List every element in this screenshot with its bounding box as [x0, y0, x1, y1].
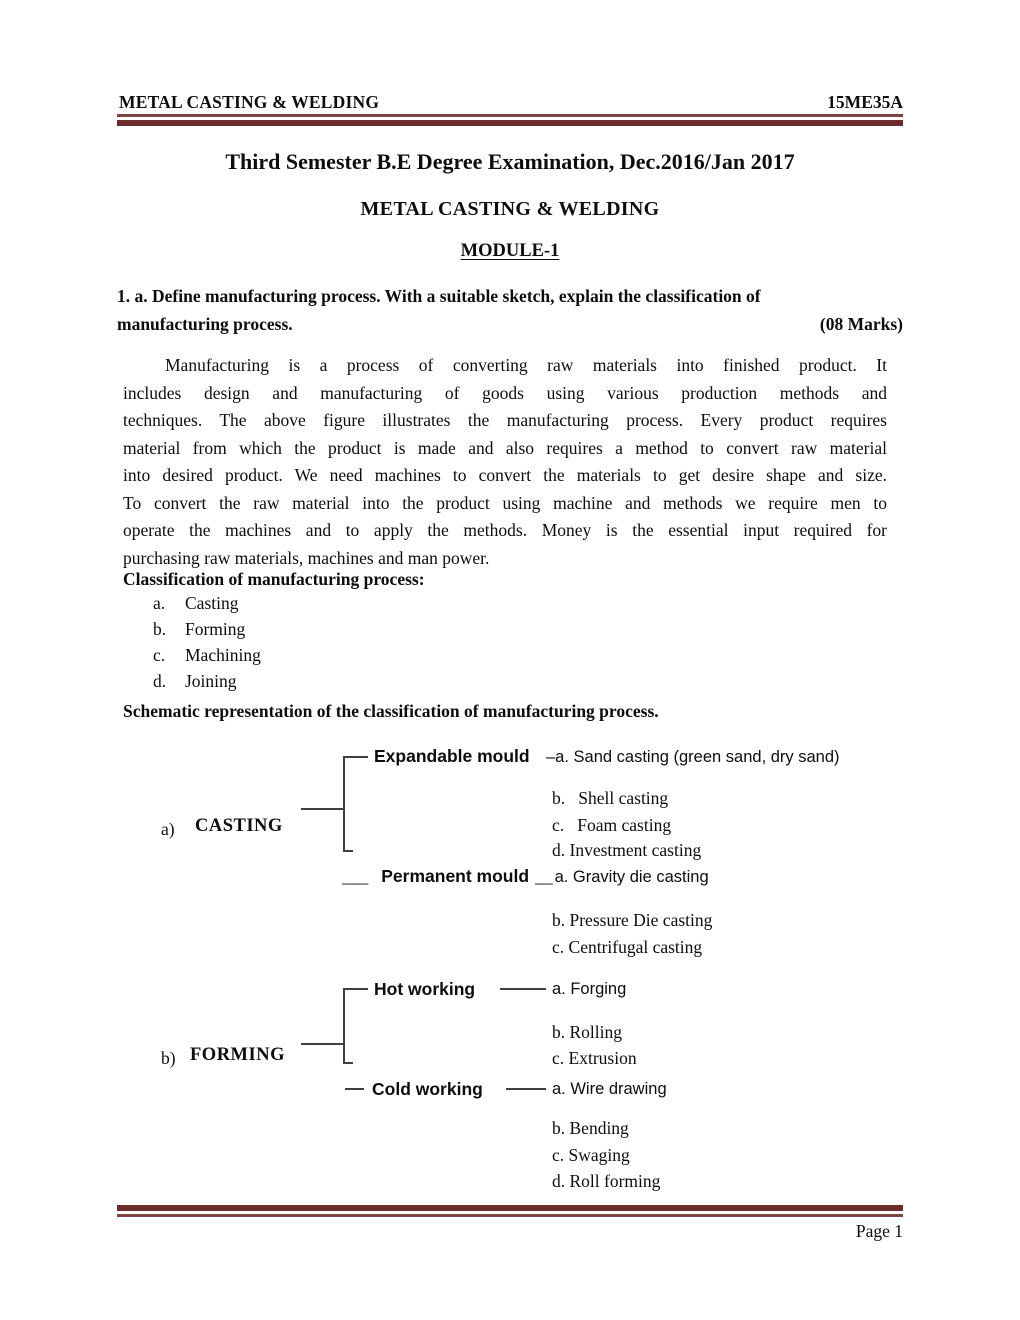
question-line-2-row	[117, 314, 903, 335]
answer-paragraph	[123, 352, 887, 572]
hot-working-item: c. Extrusion	[552, 1048, 637, 1068]
list-item-letter: c.	[153, 645, 166, 665]
cold-working-item: b. Bending	[552, 1118, 629, 1138]
permanent-mould-item: c. Centrifugal casting	[552, 937, 703, 957]
header-course-code: 15ME35A	[827, 92, 903, 112]
question-line-2: manufacturing process.	[117, 314, 293, 334]
list-item-text: Joining	[185, 671, 237, 691]
cold-working-item-a: a. Wire drawing	[552, 1080, 667, 1098]
hot-working-label: Hot working	[374, 979, 476, 999]
hot-working-item-a: a. Forging	[552, 980, 627, 998]
list-item-text: Machining	[185, 645, 261, 665]
module-heading-text: MODULE-1	[460, 241, 560, 261]
module-heading	[0, 241, 1020, 262]
casting-bracket-vertical-line	[343, 756, 345, 852]
list-item-text: Casting	[185, 593, 239, 613]
permanent-mould-item: b. Pressure Die casting	[552, 910, 713, 930]
hot-working-item: b. Rolling	[552, 1022, 623, 1042]
paragraph-line: operate the machines and to apply the methods. Money is the essential input required for	[123, 520, 887, 540]
paragraph-line: includes design and manufacturing of goods using various production methods and	[123, 382, 887, 403]
casting-label: CASTING	[195, 816, 283, 836]
subject-title: METAL CASTING & WELDING	[360, 198, 660, 220]
permanent-mould-post-underscore: __	[535, 866, 553, 886]
list-item-letter: b.	[153, 619, 167, 639]
hot-working-item-connector-line	[500, 988, 546, 990]
expandable-mould-item: b. Shell casting	[552, 788, 669, 808]
cold-working-pre-connector-line	[345, 1088, 364, 1090]
paragraph-line: material from which the product is made and also requires a method to convert raw material	[123, 437, 887, 458]
cold-working-label: Cold working	[372, 1079, 483, 1099]
permanent-mould-label: Permanent mould	[381, 866, 530, 886]
cold-working-item-connector-line	[506, 1088, 546, 1090]
paragraph-line: To convert the raw material into the product using machine and methods we require men to	[123, 492, 887, 513]
schematic-heading: Schematic representation of the classification of manufacturing process.	[123, 701, 659, 721]
question-line-1: 1. a. Define manufacturing process. With a suitable sketch, explain the classification of	[117, 286, 761, 306]
list-item	[153, 593, 238, 614]
list-item	[153, 619, 245, 640]
expandable-mould-item: c. Foam casting	[552, 815, 672, 835]
footer-rule-thin	[117, 1214, 903, 1217]
expandable-mould-item: d. Investment casting	[552, 840, 702, 860]
paragraph-line: into desired product. We need machines to convert the materials to get desire shape and size.	[123, 465, 887, 485]
exam-title: Third Semester B.E Degree Examination, Dec.2016/Jan 2017	[225, 149, 795, 174]
paragraph-line: purchasing raw materials, machines and man power.	[123, 547, 490, 568]
footer-rule-thick	[117, 1205, 903, 1211]
expandable-mould-label: Expandable mould	[374, 746, 530, 766]
page-number: Page 1	[855, 1221, 903, 1241]
casting-index: a)	[161, 819, 175, 839]
forming-label: FORMING	[190, 1045, 285, 1065]
header-rule-thick	[117, 120, 903, 126]
cold-working-item: c. Swaging	[552, 1145, 630, 1165]
header-rule-thin	[117, 114, 903, 117]
permanent-mould-pre-underscore: ___	[342, 866, 369, 886]
permanent-mould-row	[342, 866, 709, 887]
cold-working-item: d. Roll forming	[552, 1171, 661, 1191]
header-course-title: METAL CASTING & WELDING	[119, 92, 380, 112]
paragraph-line: techniques. The above figure illustrates the manufacturing process. Every product requires	[123, 410, 887, 430]
list-item	[153, 645, 261, 666]
forming-bracket-vertical-line	[343, 988, 345, 1064]
paragraph-line: Manufacturing is a process of converting raw materials into finished product. It	[165, 355, 887, 375]
list-item-letter: a.	[153, 593, 166, 613]
permanent-mould-item-a: a. Gravity die casting	[554, 868, 709, 886]
expandable-mould-connector-line	[345, 756, 368, 758]
hot-working-connector-line	[345, 988, 368, 990]
question-marks: (08 Marks)	[819, 314, 903, 334]
classification-heading: Classification of manufacturing process:	[123, 569, 425, 589]
forming-branch-horizontal-line	[301, 1043, 344, 1045]
list-item-letter: d.	[153, 671, 167, 691]
casting-branch-horizontal-line	[301, 808, 344, 810]
list-item-text: Forming	[185, 619, 246, 639]
forming-bracket-bottom-stub	[345, 1062, 353, 1064]
expandable-mould-item-a: –a. Sand casting (green sand, dry sand)	[546, 748, 840, 766]
list-item	[153, 671, 237, 692]
forming-index: b)	[161, 1048, 176, 1068]
casting-bracket-bottom-stub	[345, 850, 353, 852]
